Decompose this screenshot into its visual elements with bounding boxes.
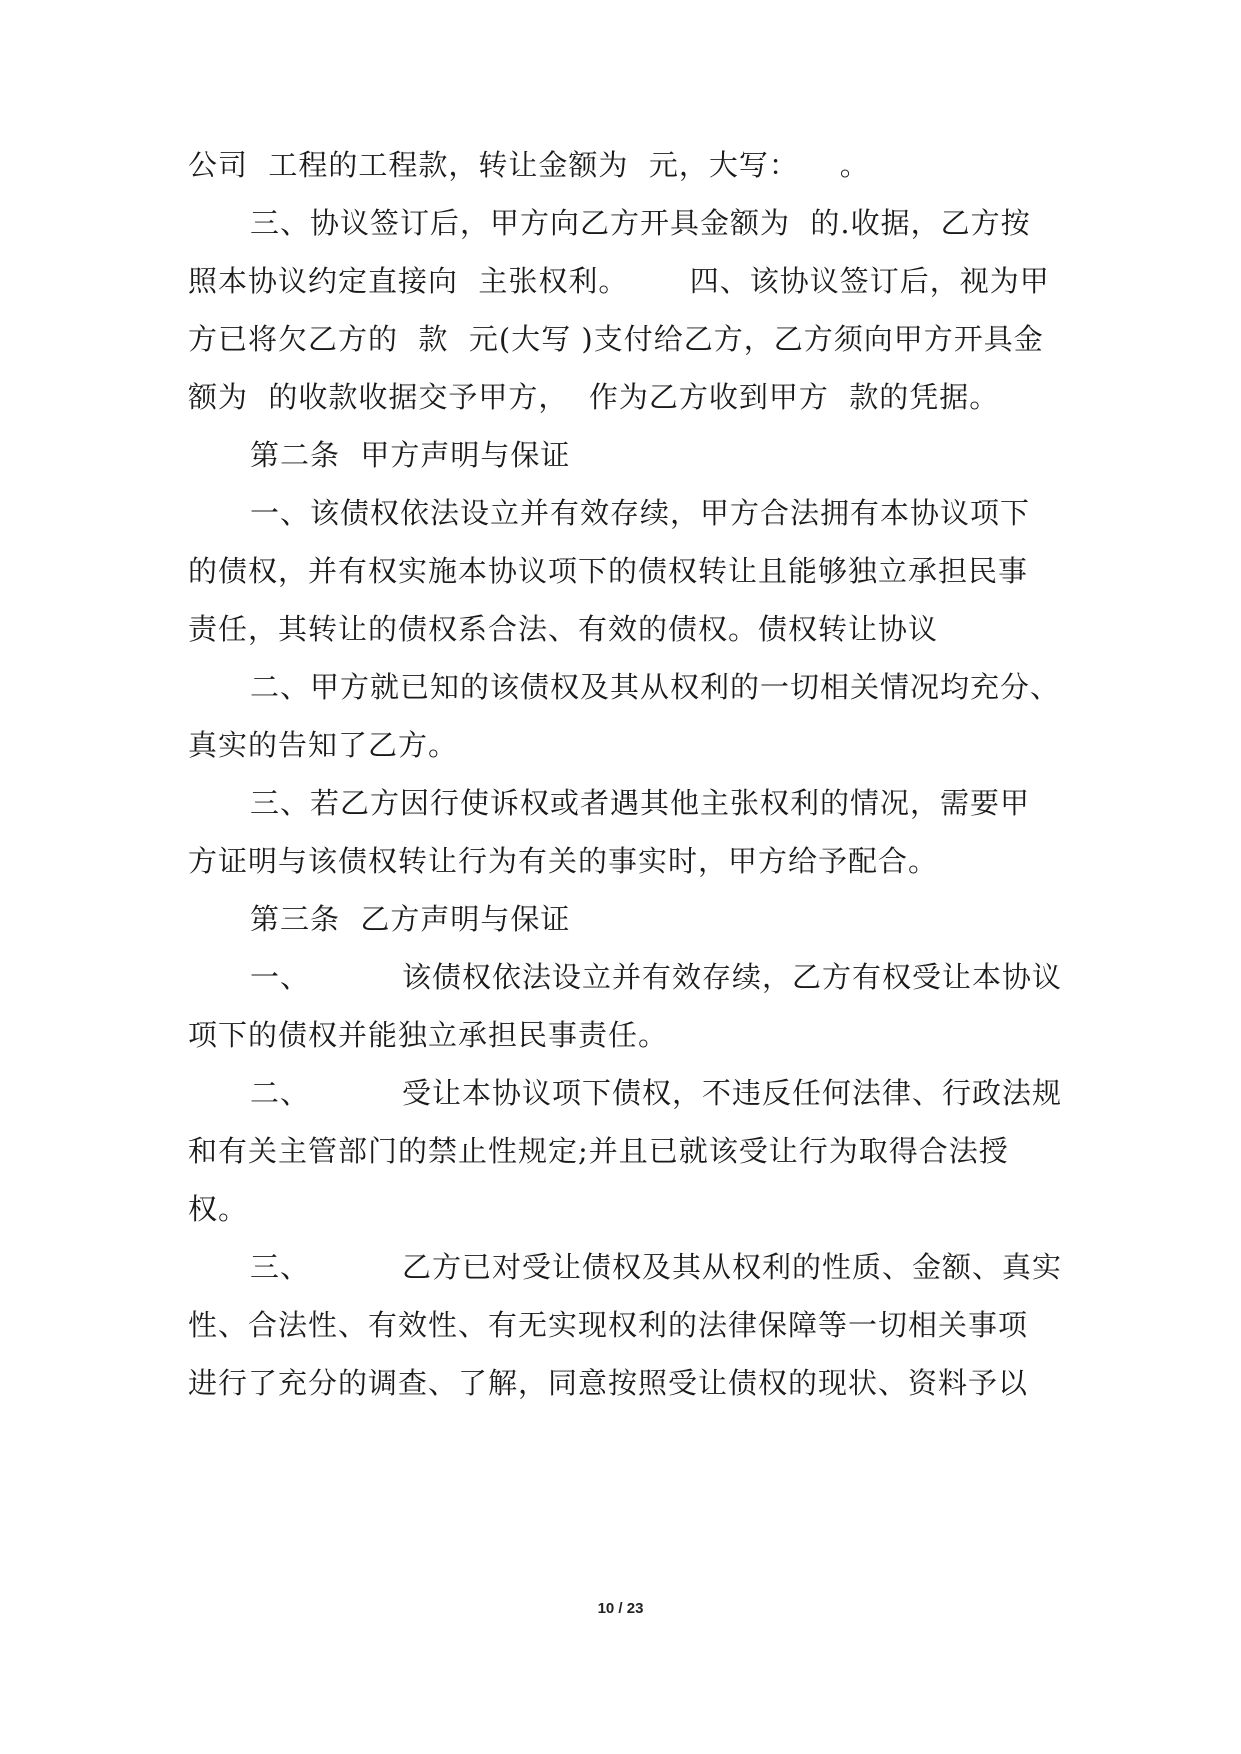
text-line: 的债权，并有权实施本协议项下的债权转让且能够独立承担民事	[188, 554, 1029, 588]
text-line: 三、协议签订后，甲方向乙方开具金额为 的.收据，乙方按	[250, 206, 1031, 240]
text-line: 方证明与该债权转让行为有关的事实时，甲方给予配合。	[188, 844, 939, 878]
text-line: 项下的债权并能独立承担民事责任。	[188, 1018, 669, 1052]
text-line: 公司 工程的工程款，转让金额为 元，大写： 。	[188, 148, 870, 182]
text-line: 一、 该债权依法设立并有效存续，乙方有权受让本协议	[250, 960, 1062, 994]
text-line: 权。	[188, 1192, 249, 1226]
text-line: 三、若乙方因行使诉权或者遇其他主张权利的情况，需要甲	[250, 786, 1031, 820]
text-line: 一、该债权依法设立并有效存续，甲方合法拥有本协议项下	[250, 496, 1031, 530]
text-line: 照本协议约定直接向 主张权利。 四、该协议签订后，视为甲	[188, 264, 1050, 298]
text-line: 二、 受让本协议项下债权，不违反任何法律、行政法规	[250, 1076, 1062, 1110]
text-line: 三、 乙方已对受让债权及其从权利的性质、金额、真实	[250, 1250, 1062, 1284]
text-line: 性、合法性、有效性、有无实现权利的法律保障等一切相关事项	[188, 1308, 1029, 1342]
text-line: 进行了充分的调查、了解，同意按照受让债权的现状、资料予以	[188, 1366, 1029, 1400]
section-heading: 第三条 乙方声明与保证	[250, 902, 571, 936]
text-line: 和有关主管部门的禁止性规定;并且已就该受让行为取得合法授	[188, 1134, 1009, 1168]
text-line: 真实的告知了乙方。	[188, 728, 459, 762]
section-heading: 第二条 甲方声明与保证	[250, 438, 571, 472]
text-line: 方已将欠乙方的 款 元(大写 )支付给乙方，乙方须向甲方开具金	[188, 322, 1044, 356]
page-number: 10 / 23	[597, 1600, 644, 1617]
text-line: 二、甲方就已知的该债权及其从权利的一切相关情况均充分、	[250, 670, 1061, 704]
text-line: 责任，其转让的债权系合法、有效的债权。债权转让协议	[188, 612, 939, 646]
text-line: 额为 的收款收据交予甲方， 作为乙方收到甲方 款的凭据。	[188, 380, 1000, 414]
